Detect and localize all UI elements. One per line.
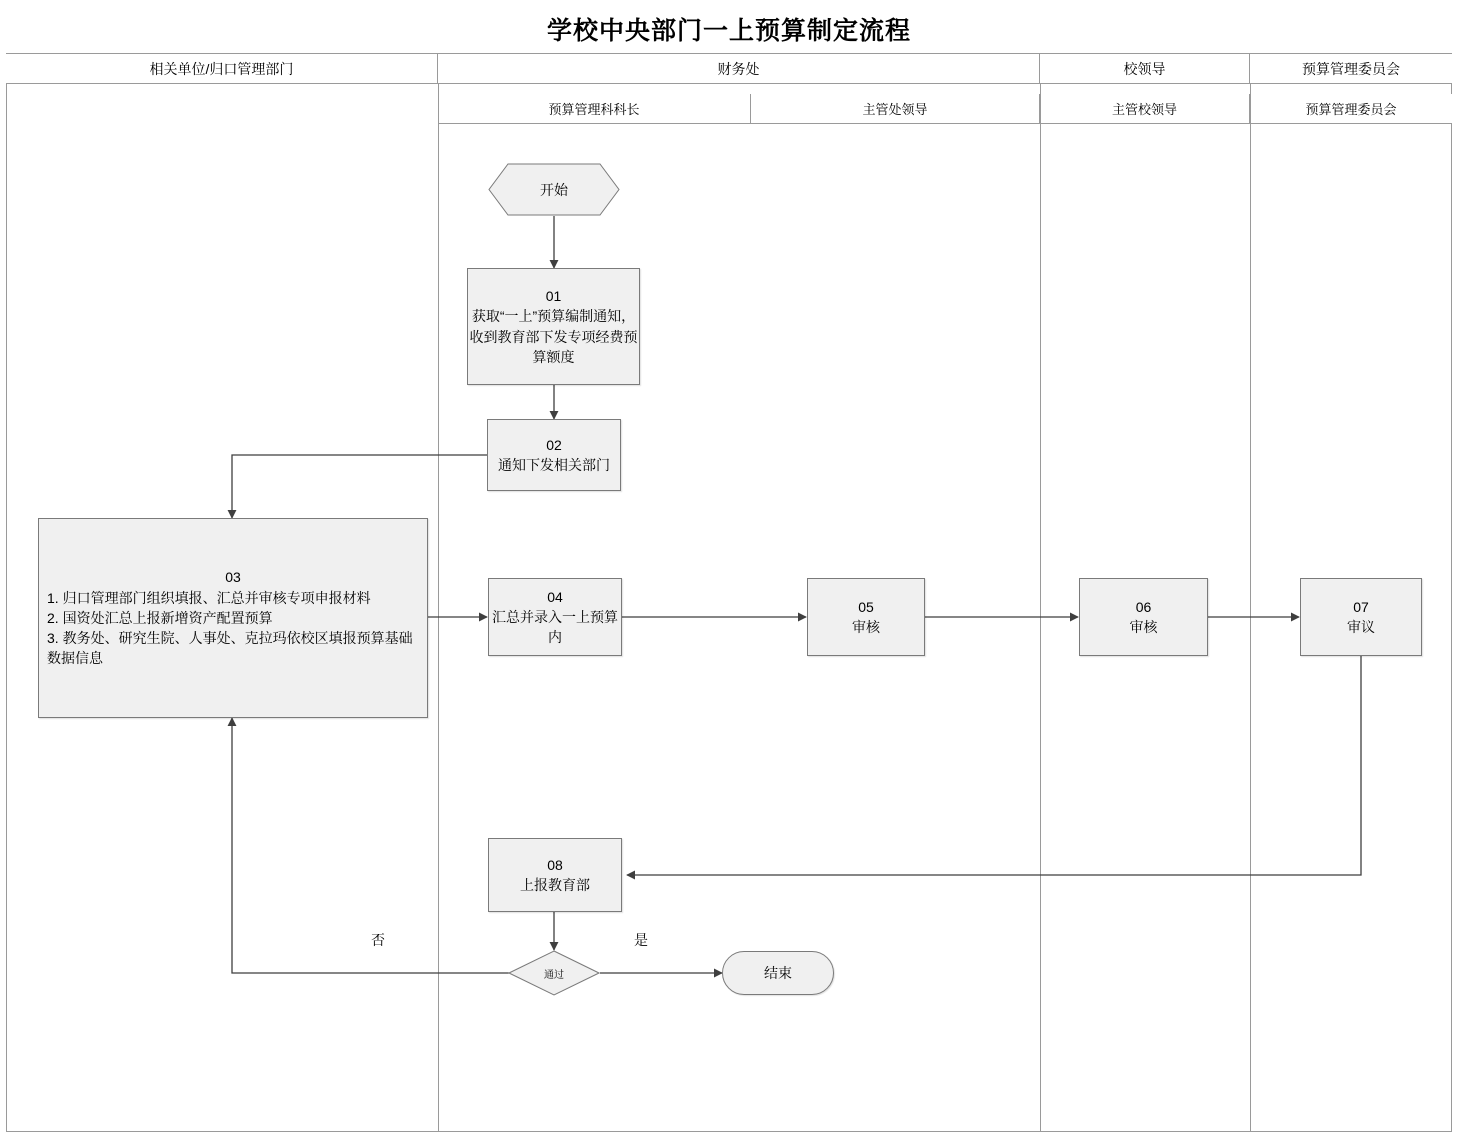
- lane-header-related-units: [6, 54, 438, 84]
- node-08-text: 上报教育部: [520, 877, 590, 893]
- sublane-header-vice-president: [1040, 94, 1250, 124]
- node-01-number: 01: [545, 287, 562, 304]
- node-02[interactable]: [487, 419, 621, 491]
- node-04-text: 汇总并录入一上预算内: [492, 608, 618, 646]
- node-06-text: 审核: [1129, 619, 1158, 635]
- lane-divider-3: [1250, 84, 1251, 1132]
- lane-divider-1: [438, 84, 439, 1132]
- node-03-line-1: 1. 归口管理部门组织填报、汇总并审核专项申报材料: [47, 589, 371, 606]
- node-07[interactable]: [1300, 578, 1422, 656]
- lane-header-finance-label: 财务处: [717, 60, 760, 77]
- lane-header-related-units-label: 相关单位/归口管理部门: [149, 60, 294, 77]
- node-05-number: 05: [858, 598, 874, 615]
- node-08-number: 08: [547, 856, 563, 873]
- node-start-label: 开始: [540, 181, 568, 198]
- node-end-label: 结束: [764, 965, 792, 981]
- node-05-text: 审核: [852, 619, 880, 635]
- node-07-text: 审议: [1347, 619, 1375, 635]
- sublane-header-budget-committee-label: 预算管理委员会: [1305, 102, 1397, 117]
- node-04-number: 04: [547, 588, 563, 605]
- node-06[interactable]: [1079, 578, 1208, 656]
- page-title: 学校中央部门一上预算制定流程: [546, 16, 911, 45]
- node-01-text: 获取“一上”预算编制通知，收到教育部下发专项经费预算额度: [469, 308, 638, 365]
- node-end[interactable]: [722, 951, 834, 995]
- node-start[interactable]: [488, 163, 620, 216]
- node-03[interactable]: [38, 518, 428, 718]
- lane-header-school-leader-label: 校领导: [1123, 60, 1166, 77]
- node-05[interactable]: [807, 578, 925, 656]
- node-08[interactable]: [488, 838, 622, 912]
- lane-header-school-leader: [1040, 54, 1250, 84]
- node-decision-pass[interactable]: [508, 950, 600, 996]
- lane-header-budget-committee: [1250, 54, 1452, 84]
- sublane-header-dept-leader: [751, 94, 1040, 124]
- sublane-header-budget-section-chief: [438, 94, 751, 124]
- lane-divider-2: [1040, 84, 1041, 1132]
- node-03-line-3: 3. 教务处、研究生院、人事处、克拉玛依校区填报预算基础数据信息: [47, 630, 413, 667]
- sublane-header-dept-leader-label: 主管处领导: [862, 102, 928, 117]
- node-03-number: 03: [225, 569, 241, 586]
- node-07-number: 07: [1353, 598, 1369, 615]
- node-06-number: 06: [1135, 598, 1152, 615]
- node-03-line-2: 2. 国资处汇总上报新增资产配置预算: [47, 609, 273, 626]
- sublane-header-budget-committee: [1250, 94, 1452, 124]
- edge-label-yes: 是: [634, 932, 648, 948]
- node-decision-label: 通过: [544, 969, 564, 981]
- sublane-header-budget-section-chief-label: 预算管理科科长: [548, 102, 640, 117]
- sublane-header-vice-president-label: 主管校领导: [1111, 102, 1177, 117]
- diagram-title-bar: [6, 4, 1452, 54]
- node-02-number: 02: [546, 436, 562, 453]
- node-01[interactable]: [467, 268, 640, 385]
- node-02-text: 通知下发相关部门: [498, 457, 610, 473]
- lane-header-finance: [438, 54, 1040, 84]
- node-04[interactable]: [488, 578, 622, 656]
- edge-label-no: 否: [371, 932, 385, 948]
- lane-header-budget-committee-label: 预算管理委员会: [1302, 60, 1400, 77]
